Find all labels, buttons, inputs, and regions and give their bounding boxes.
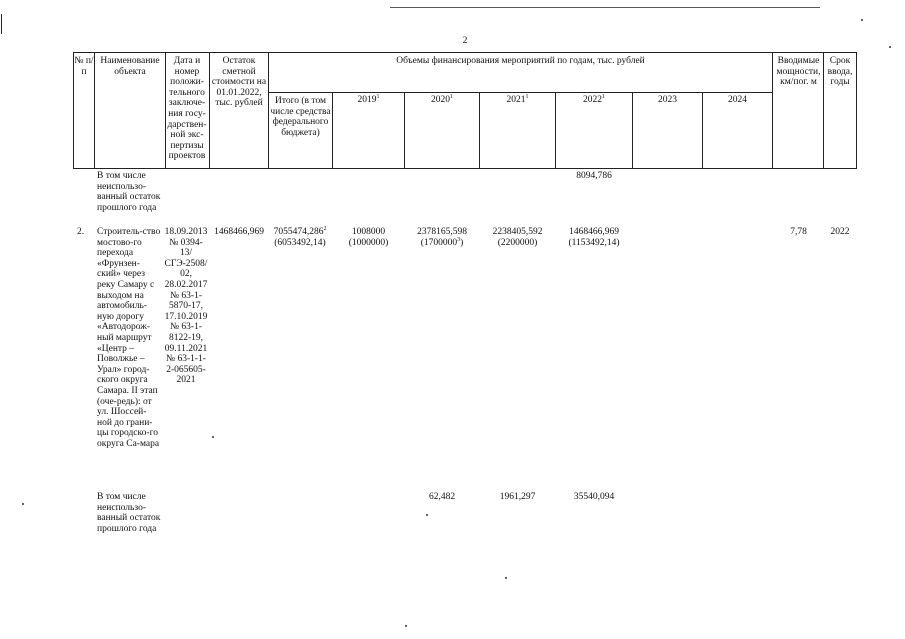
scan-speck [426, 514, 428, 516]
header-2023: 2023 [658, 95, 677, 105]
header-volumes-group: Объемы финансирования мероприятий по годам, тыс. рублей [396, 56, 645, 66]
unused-remainder-2022-b: 35540,094 [573, 492, 615, 502]
total-federal-value: (6053492,14) [274, 238, 326, 248]
total-value: 7055474,286$^2$ [273, 226, 327, 237]
unused-remainder-2022: 8094,786 [576, 171, 612, 181]
row-number: 2. [77, 227, 85, 237]
col-border-11 [772, 52, 773, 169]
value-2022: 1468466,969 [569, 227, 619, 237]
header-term: Срок ввода, годы [827, 56, 853, 88]
scan-speck [889, 46, 891, 48]
subheader-line [268, 92, 772, 93]
unused-remainder-label: В том числе неиспользо-ванный остаток прошлого года [97, 171, 161, 213]
header-2024: 2024 [728, 95, 747, 105]
scan-speck [505, 577, 507, 579]
scan-speck [861, 19, 863, 21]
header-2021: 2021$^1$ [506, 94, 529, 105]
term-value: 2022 [830, 227, 850, 237]
header-date: Дата и номер положи-тельного заключе-ния госу-дарствен-ной экс-пертизы проектов [167, 56, 207, 162]
object-name: Строитель-ство мостово-го перехода «Фрунзен-ский» через реку Самару с выходом на автомобиль-ную дорогу «Автодорож-ный маршрут «Центр – Поволжье – Урал» город-ского округа Самара. II этап (оче-редь): от ул. Шоссей-ной до грани-цы городско-го округа Са-мара [97, 227, 161, 449]
remainder-value: 1468466,969 [214, 227, 264, 237]
header-capacity: Вводимые мощности, км/пог. м [776, 56, 821, 88]
page-number: 2 [462, 36, 468, 46]
value-2020-federal: (1700000$^3$) [420, 237, 464, 248]
header-2020: 2020$^1$ [431, 94, 453, 105]
scan-speck [22, 503, 24, 505]
value-2021: 2238405,592 [492, 227, 543, 237]
unused-remainder-label-2: В том числе неиспользо-ванный остаток прошлого года [97, 492, 161, 534]
header-name: Наименование объекта [100, 56, 160, 77]
value-2022-federal: (1153492,14) [568, 238, 620, 248]
header-total: Итого (в том числе средства федерального бюджета) [270, 96, 331, 138]
header-2019: 2019$^1$ [357, 94, 380, 105]
header-bottom-line [73, 168, 856, 169]
value-2019-federal: (1000000) [348, 238, 389, 248]
scan-speck [405, 625, 407, 627]
header-remainder: Остаток сметной стоимости на 01.01.2022, тыс. рублей [211, 56, 267, 109]
col-border-13 [856, 52, 857, 169]
col-border-1 [94, 52, 95, 169]
value-2021-federal: (2200000) [497, 238, 538, 248]
expertise-date-number: 18.09.2013 № 0394-13/СГЭ-2508/02, 28.02.2017 № 63-1-5870-17, 17.10.2019 № 63-1-8122-19, 09.11.2021 № 63-1-1-2-065605-2021 [164, 227, 208, 386]
table-border-top [73, 52, 856, 53]
capacity-value: 7,78 [790, 227, 807, 237]
scan-edge-mark [1, 14, 2, 34]
header-num: № п/п [74, 56, 94, 77]
unused-remainder-2021: 1961,297 [499, 492, 536, 502]
value-2019: 1008000 [351, 227, 386, 237]
header-2022: 2022$^1$ [583, 94, 605, 105]
scan-speck [212, 436, 214, 438]
unused-remainder-2020: 62,482 [428, 492, 456, 502]
scan-top-line [390, 7, 820, 8]
value-2020: 2378165,598 [417, 227, 467, 237]
